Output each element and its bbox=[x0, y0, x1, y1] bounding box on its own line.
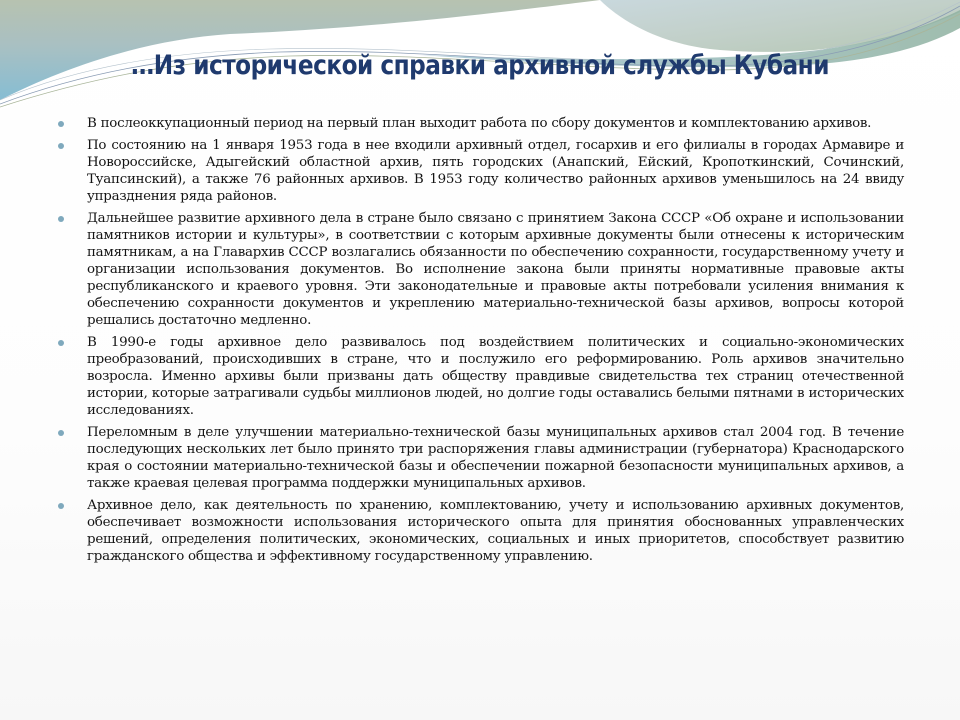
slide-body bbox=[56, 115, 904, 570]
bullet-text: Переломным в деле улучшении материально-технической базы муниципальных архивов стал 2004 год. В течение последующих нескольких лет было принято три распоряжения главы администрации (губернатора) Краснодарского края о состоянии материально-технической базы и обеспечении пожарной безопасности муниципальных архивов, а также краевая целевая программа поддержки муниципальных архивов. bbox=[87, 425, 904, 491]
round-dot-icon bbox=[58, 121, 64, 127]
bullet-item bbox=[56, 210, 904, 329]
bullet-item bbox=[56, 115, 904, 132]
slide-title: …Из исторической справки архивной службы Кубани bbox=[131, 50, 829, 81]
round-dot-icon bbox=[58, 143, 64, 149]
bullet-item bbox=[56, 137, 904, 205]
bullet-text: Архивное дело, как деятельность по хранению, комплектованию, учету и использованию архивных документов, обеспечивает возможности использования исторического опыта для принятия обоснованных управленческих решений, определения политических, экономических, социальных и иных приоритетов, способствует развитию гражданского общества и эффективному государственному управлению. bbox=[87, 498, 904, 564]
round-dot-icon bbox=[58, 340, 64, 346]
bullet-item bbox=[56, 497, 904, 565]
bullet-text: В 1990-е годы архивное дело развивалось под воздействием политических и социально-экономических преобразований, происходивших в стране, что и послужило его реформированию. Роль архивов значительно возросла. Именно архивы были призваны дать обществу правдивые свидетельства тех страниц отечественной истории, которые затрагивали судьбы миллионов людей, но долгие годы оставались белыми пятнами в исторических исследованиях. bbox=[87, 335, 904, 418]
bullet-text: В послеоккупационный период на первый план выходит работа по сбору документов и комплектованию архивов. bbox=[87, 116, 872, 131]
round-dot-icon bbox=[58, 503, 64, 509]
bullet-list bbox=[56, 115, 904, 565]
bullet-text: По состоянию на 1 января 1953 года в нее входили архивный отдел, госархив и его филиалы в городах Армавире и Новороссийске, Адыгейский областной архив, пять городских (Анапский, Ейский, Кропоткинский, Сочинский, Туапсинский), а также 76 районных архивов. В 1953 году количество районных архивов уменьшилось на 24 ввиду упразднения ряда районов. bbox=[87, 138, 904, 204]
bullet-text: Дальнейшее развитие архивного дела в стране было связано с принятием Закона СССР «Об охране и использовании памятников истории и культуры», в соответствии с которым архивные документы были отнесены к историческим памятникам, а на Главархив СССР возлагались обязанности по обеспечению сохранности, государственному учету и организации использования документов. Во исполнение закона были приняты нормативные правовые акты республиканского и краевого уровня. Эти законодательные и правовые акты потребовали усиления внимания к обеспечению сохранности документов и укреплению материально-технической базы архивов, вопросы которой решались достаточно медленно. bbox=[87, 211, 904, 328]
bullet-item bbox=[56, 334, 904, 419]
round-dot-icon bbox=[58, 430, 64, 436]
bullet-item bbox=[56, 424, 904, 492]
round-dot-icon bbox=[58, 216, 64, 222]
